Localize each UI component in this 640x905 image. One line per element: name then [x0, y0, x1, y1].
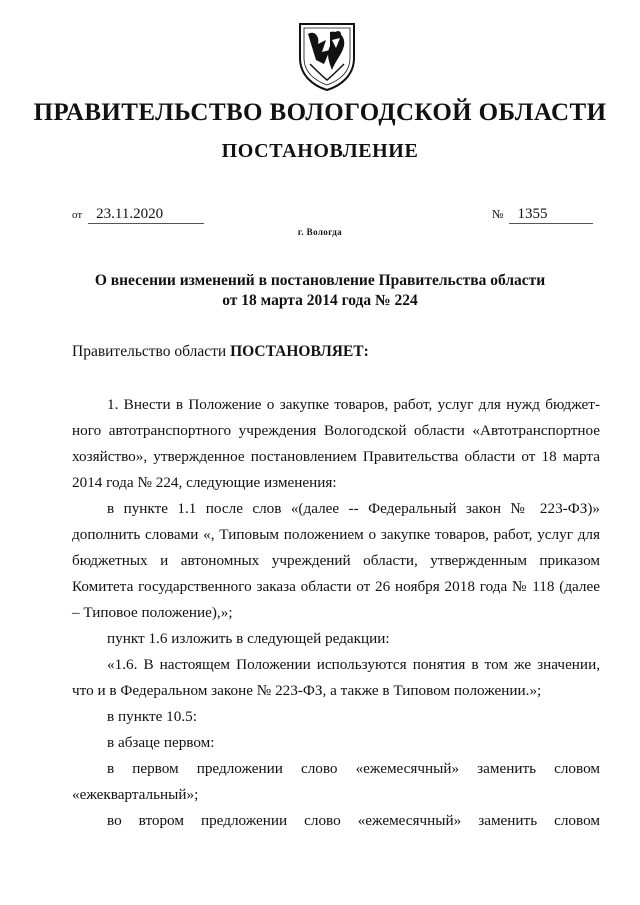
subject-line: от 18 марта 2014 года № 224: [222, 292, 418, 309]
document-subject: [0, 271, 640, 311]
body-line: 2014 года № 224, следующие изменения:: [72, 474, 337, 491]
number-value: 1355: [509, 206, 593, 224]
body-line: в первом предложении слово «ежемесячный» заменить словом: [107, 760, 600, 777]
body-line: в абзаце первом:: [107, 734, 215, 751]
intro-bold: ПОСТАНОВЛЯЕТ:: [230, 343, 369, 360]
body-line: 1. Внести в Положение о закупке товаров, работ, услуг для нужд бюджет-: [107, 396, 600, 413]
document-number: [492, 206, 593, 224]
body-line: бюджетных и автономных учреждений области, утвержденным приказом: [72, 552, 600, 569]
body-line: «ежеквартальный»;: [72, 786, 199, 803]
decree-intro: [72, 343, 369, 361]
body-line: – Типовое положение),»;: [72, 604, 233, 621]
coat-of-arms-icon: [296, 20, 358, 92]
body-line: ного автотранспортного учреждения Вологодской области «Автотранспортное: [72, 422, 600, 439]
document-type: ПОСТАНОВЛЕНИЕ: [221, 140, 419, 162]
city-label: г. Вологда: [297, 227, 343, 237]
body-line: дополнить словами «, Типовым положением о закупке товаров, работ, услуг для: [72, 526, 600, 543]
body-line: Комитета государственного заказа области от 26 ноября 2018 года № 118 (далее: [72, 578, 600, 595]
document-date: [72, 206, 204, 224]
number-prefix: №: [492, 207, 504, 221]
government-title: ПРАВИТЕЛЬСТВО ВОЛОГОДСКОЙ ОБЛАСТИ: [33, 99, 607, 126]
intro-text: Правительство области: [72, 343, 231, 360]
body-line: пункт 1.6 изложить в следующей редакции:: [107, 630, 390, 647]
body-line: что и в Федеральном законе № 223-ФЗ, а также в Типовом положении.»;: [72, 682, 542, 699]
subject-line: О внесении изменений в постановление Правительства области: [94, 272, 546, 289]
body-line: «1.6. В настоящем Положении используются понятия в том же значении,: [107, 656, 600, 673]
body-line: хозяйство», утвержденное постановлением Правительства области от 18 марта: [72, 448, 600, 465]
body-line: во втором предложении слово «ежемесячный» заменить словом: [107, 812, 600, 829]
date-value: 23.11.2020: [88, 206, 204, 224]
date-prefix: от: [72, 209, 83, 221]
body-line: в пункте 1.1 после слов «(далее -- Федеральный закон № 223-ФЗ)»: [107, 500, 600, 517]
body-line: в пункте 10.5:: [107, 708, 197, 725]
